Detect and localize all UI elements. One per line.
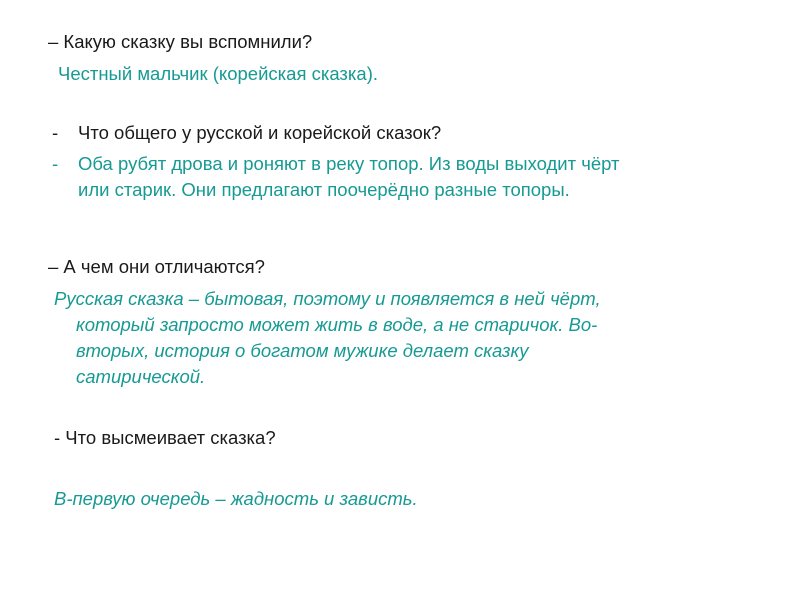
answer-2-line: Оба рубят дрова и роняют в реку топор. Из воды выходит чёрт [78, 153, 620, 174]
answer-3-line: Русская сказка – бытовая, поэтому и появляется в ней чёрт, [54, 288, 601, 309]
answer-2-line: или старик. Они предлагают поочерёдно разные топоры. [78, 179, 570, 200]
answer-1: Честный мальчик (корейская сказка). [58, 63, 379, 84]
question-2-text: Что общего у русской и корейской сказок? [78, 122, 442, 143]
answer-3-line: сатирической. [76, 366, 206, 387]
question-4: - Что высмеивает сказка? [54, 427, 276, 448]
bullet-marker: - [52, 122, 59, 143]
question-1: – Какую сказку вы вспомнили? [48, 31, 313, 52]
question-3: – А чем они отличаются? [48, 256, 265, 277]
answer-3-line: который запросто может жить в воде, а не старичок. Во- [76, 314, 598, 335]
bullet-marker: - [52, 153, 59, 174]
answer-3-line: вторых, история о богатом мужике делает сказку [76, 340, 529, 361]
answer-4: В-первую очередь – жадность и зависть. [54, 488, 418, 509]
